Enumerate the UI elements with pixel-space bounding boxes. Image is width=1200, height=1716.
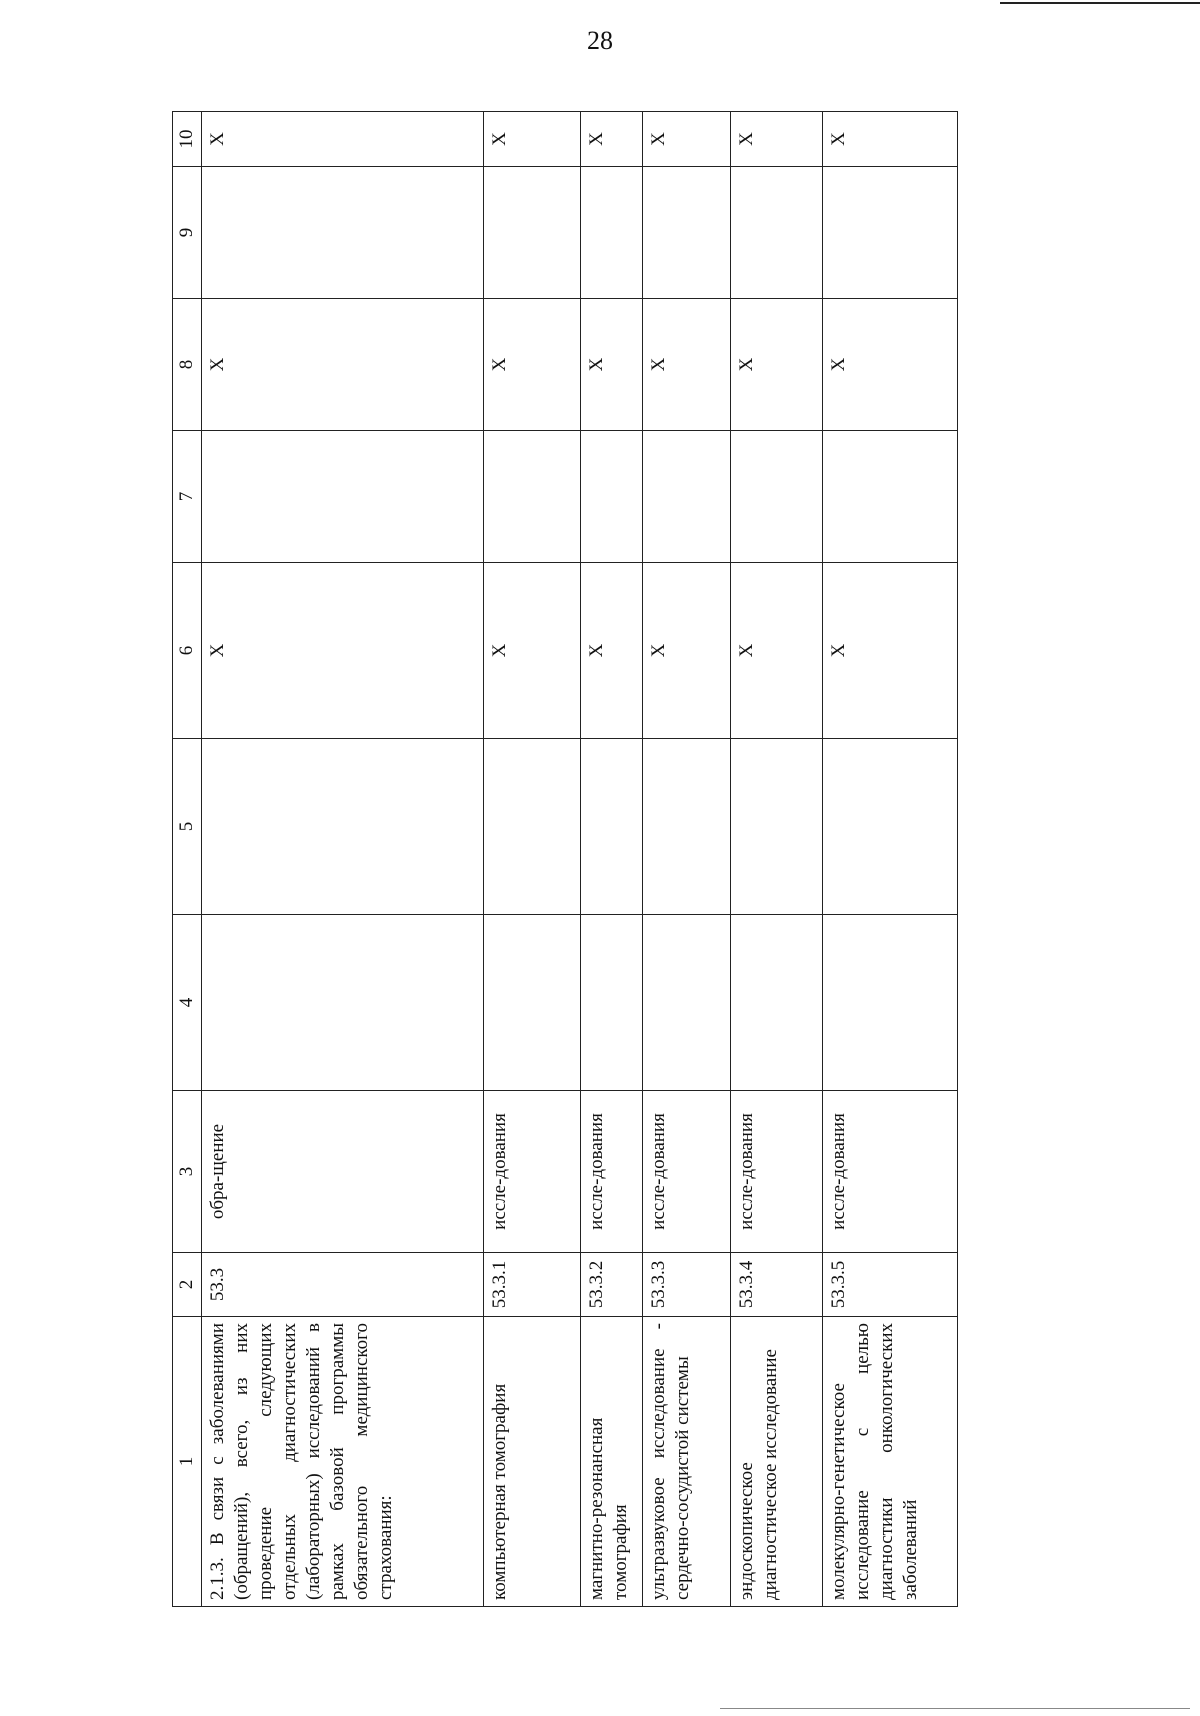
row-col-8: X: [484, 299, 581, 431]
row-name: компьютерная томография: [484, 1317, 581, 1607]
row-col-7: [581, 431, 643, 563]
header-col-4: 4: [173, 915, 202, 1091]
row-unit: иссле-дования: [643, 1091, 731, 1253]
row-code: 53.3.4: [731, 1253, 823, 1317]
row-col-9: [823, 167, 958, 299]
row-name: магнитно-резонансная томография: [581, 1317, 643, 1607]
header-row: [173, 112, 202, 1607]
header-col-10: 10: [173, 112, 202, 167]
row-col-9: [202, 167, 484, 299]
row-col-8: X: [202, 299, 484, 431]
bottom-edge-rule: [720, 1708, 1190, 1709]
table-row: [823, 112, 958, 1607]
row-col-7: [823, 431, 958, 563]
row-col-4: [823, 915, 958, 1091]
row-col-8: X: [581, 299, 643, 431]
row-code: 53.3.1: [484, 1253, 581, 1317]
row-code: 53.3.5: [823, 1253, 958, 1317]
row-col-6: X: [484, 563, 581, 739]
row-col-8: X: [823, 299, 958, 431]
table-row: [643, 112, 731, 1607]
row-unit: иссле-дования: [823, 1091, 958, 1253]
row-col-7: [643, 431, 731, 563]
row-col-4: [202, 915, 484, 1091]
row-col-7: [202, 431, 484, 563]
row-unit: иссле-дования: [581, 1091, 643, 1253]
row-col-9: [581, 167, 643, 299]
row-col-8: X: [731, 299, 823, 431]
row-col-7: [731, 431, 823, 563]
row-name: 2.1.3. В связи с заболеваниями (обращений), всего, из них проведение следующих отдельных диагностических (лабораторных) исследований в рамках базовой программы обязательного медицинского страхования:: [202, 1317, 484, 1607]
header-col-9: 9: [173, 167, 202, 299]
row-code: 53.3.2: [581, 1253, 643, 1317]
row-col-6: X: [823, 563, 958, 739]
table-row: [731, 112, 823, 1607]
row-col-10: X: [731, 112, 823, 167]
row-col-5: [643, 739, 731, 915]
row-col-9: [731, 167, 823, 299]
row-col-4: [581, 915, 643, 1091]
row-code: 53.3: [202, 1253, 484, 1317]
header-col-8: 8: [173, 299, 202, 431]
row-col-6: X: [202, 563, 484, 739]
row-col-7: [484, 431, 581, 563]
header-col-5: 5: [173, 739, 202, 915]
row-col-10: X: [202, 112, 484, 167]
row-col-5: [581, 739, 643, 915]
header-col-1: 1: [173, 1317, 202, 1607]
row-col-6: X: [581, 563, 643, 739]
header-col-6: 6: [173, 563, 202, 739]
row-col-4: [643, 915, 731, 1091]
row-code: 53.3.3: [643, 1253, 731, 1317]
table-row: [484, 112, 581, 1607]
row-unit: иссле-дования: [484, 1091, 581, 1253]
row-col-5: [202, 739, 484, 915]
row-col-9: [484, 167, 581, 299]
row-name: ультразвуковое исследование - сердечно-сосудистой системы: [643, 1317, 731, 1607]
data-table: [172, 111, 958, 1607]
row-unit: обра-щение: [202, 1091, 484, 1253]
row-unit: иссле-дования: [731, 1091, 823, 1253]
table-row: [202, 112, 484, 1607]
row-name: эндоскопическое диагностическое исследование: [731, 1317, 823, 1607]
row-col-10: X: [581, 112, 643, 167]
rotated-table-container: [172, 112, 956, 1607]
row-col-6: X: [643, 563, 731, 739]
row-col-5: [731, 739, 823, 915]
row-name: молекулярно-генетическое исследование с целью диагностики онкологических заболеваний: [823, 1317, 958, 1607]
table-row: [581, 112, 643, 1607]
row-col-4: [731, 915, 823, 1091]
row-col-5: [484, 739, 581, 915]
row-col-4: [484, 915, 581, 1091]
row-col-10: X: [643, 112, 731, 167]
top-edge-rule: [1000, 2, 1200, 4]
header-col-7: 7: [173, 431, 202, 563]
header-col-2: 2: [173, 1253, 202, 1317]
row-col-10: X: [823, 112, 958, 167]
header-col-3: 3: [173, 1091, 202, 1253]
row-col-9: [643, 167, 731, 299]
row-col-8: X: [643, 299, 731, 431]
row-col-10: X: [484, 112, 581, 167]
row-col-5: [823, 739, 958, 915]
row-col-6: X: [731, 563, 823, 739]
page-number: 28: [587, 26, 613, 55]
